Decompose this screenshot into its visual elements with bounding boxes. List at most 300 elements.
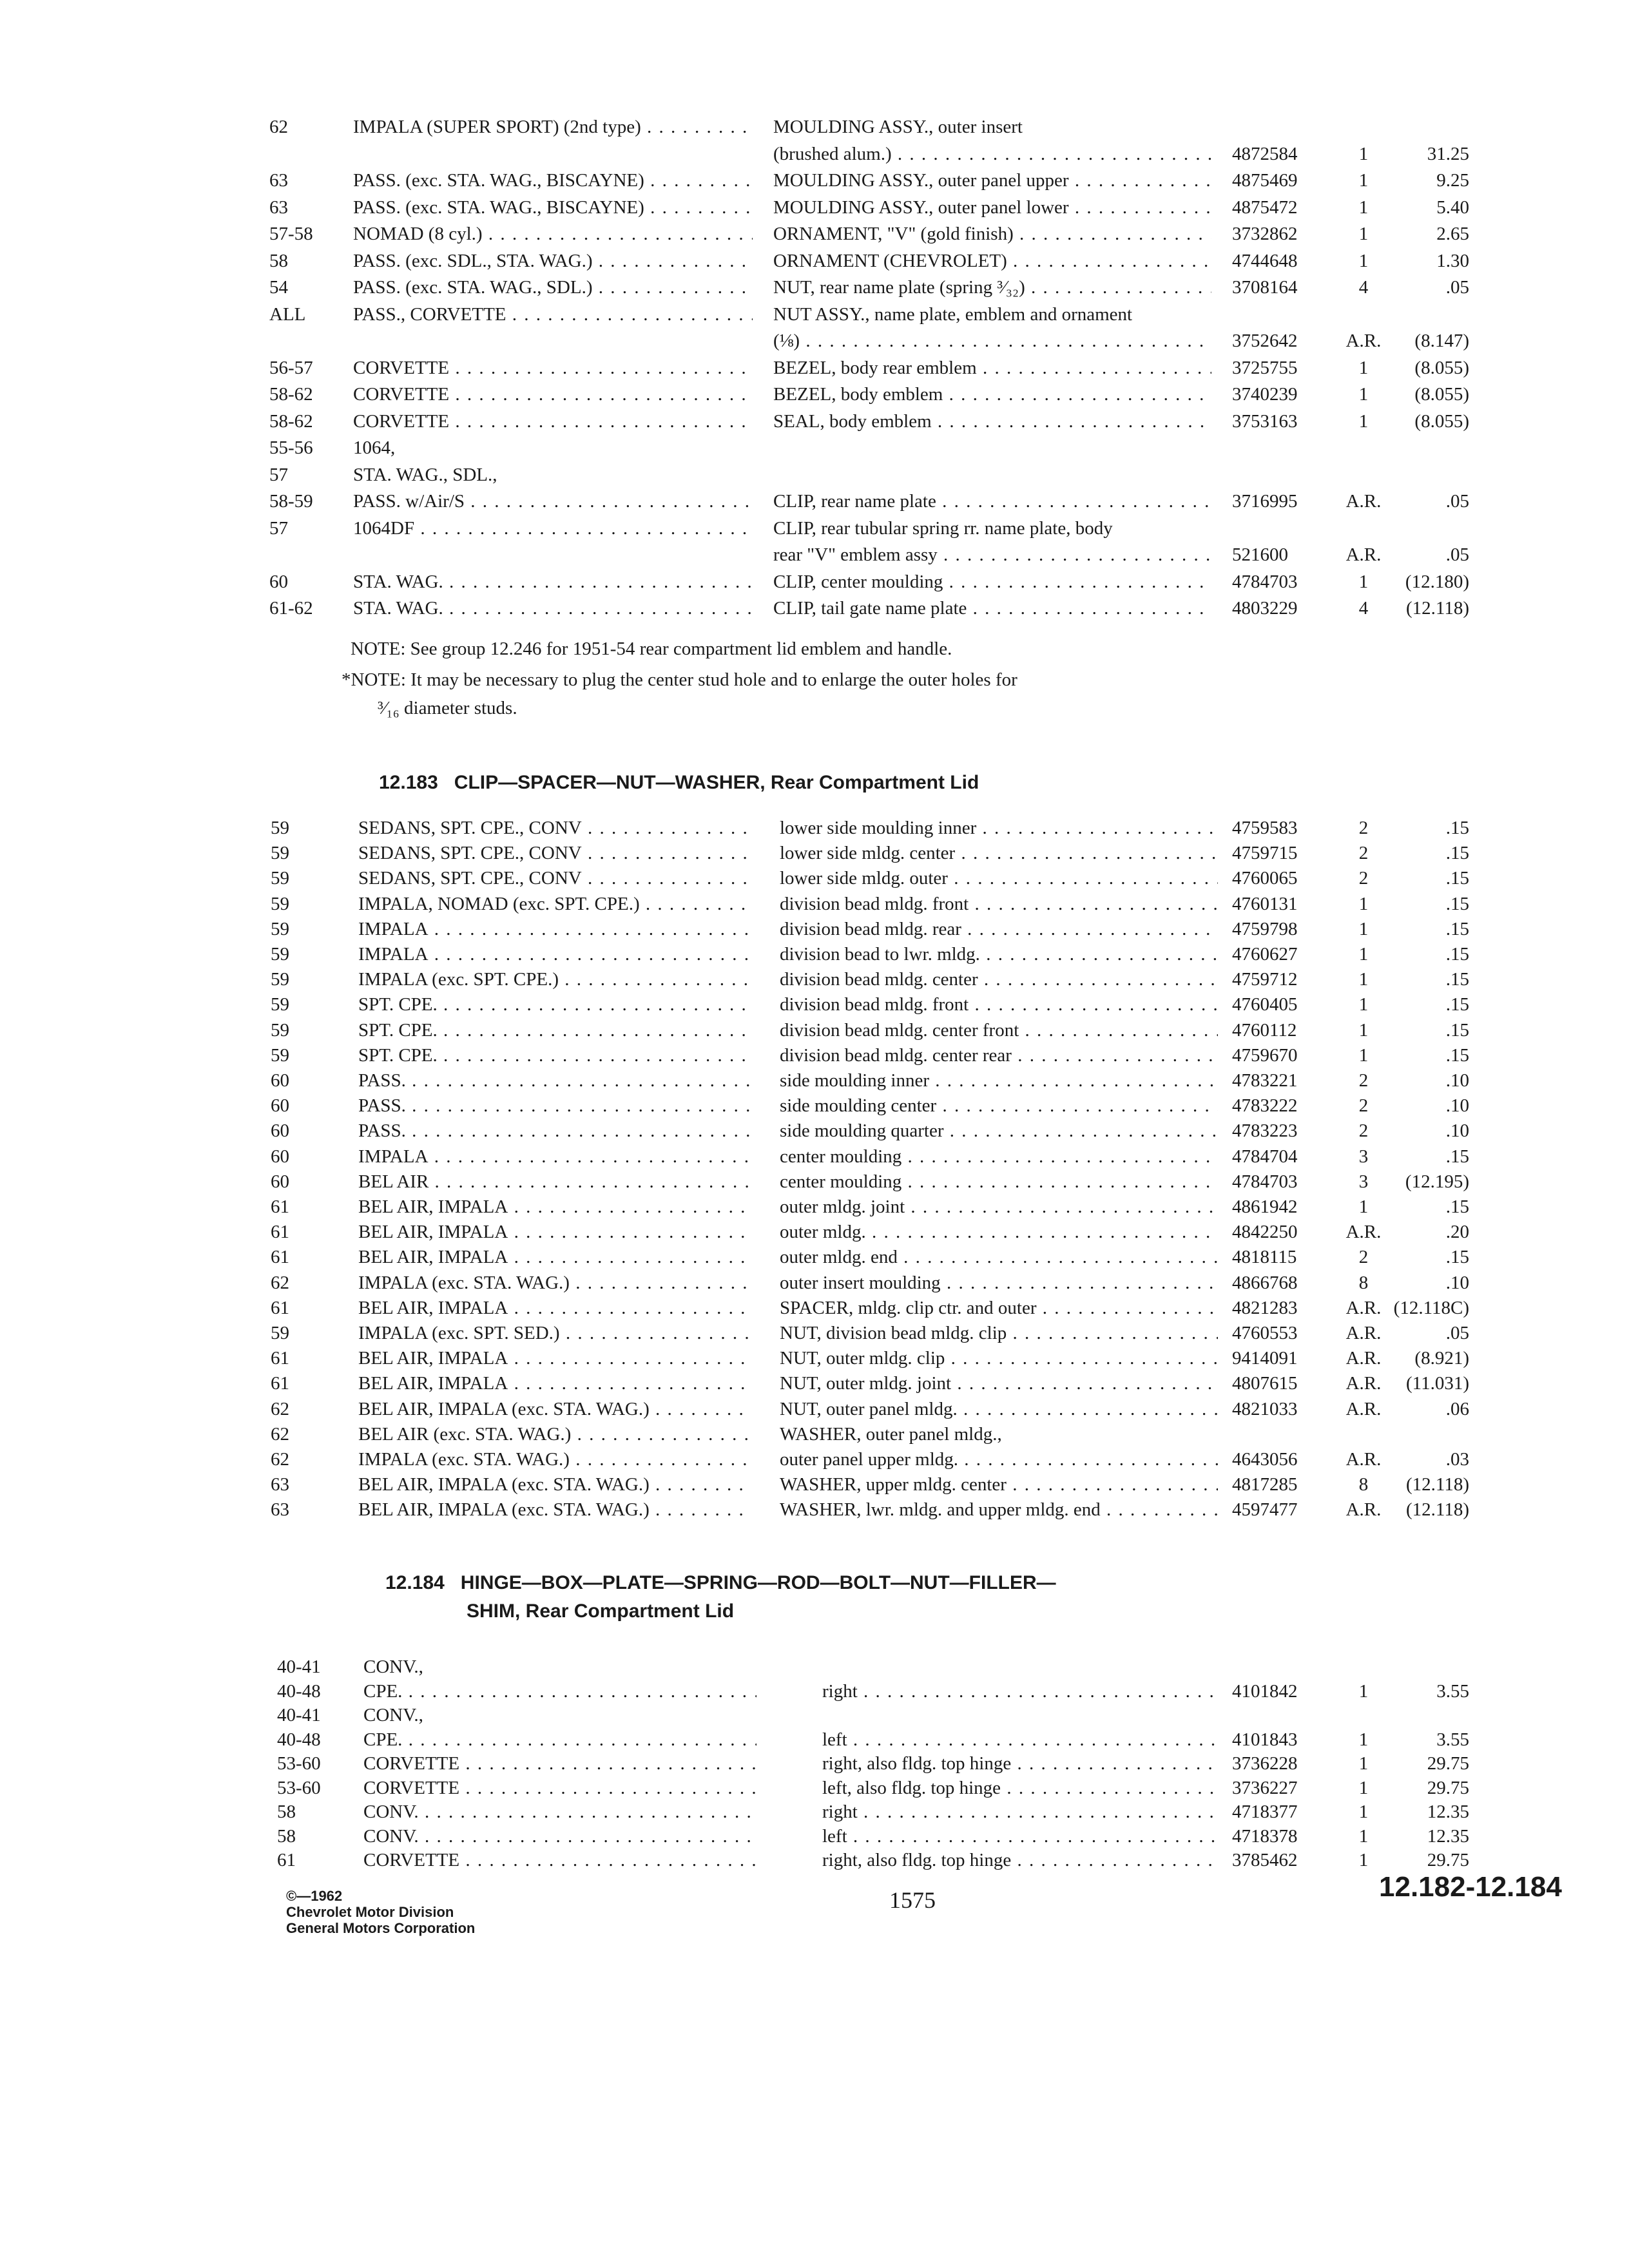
model-cell: BEL AIR, IMPALA (exc. STA. WAG.) . . . (358, 1471, 751, 1498)
price-cell: .15 (1445, 1146, 1469, 1167)
table-row (0, 1847, 1629, 1874)
description-cell: side moulding center . . . (780, 1092, 1218, 1119)
table-row (0, 381, 1629, 408)
quantity-cell: 2 (1358, 1247, 1369, 1267)
quantity-cell: 4 (1358, 598, 1369, 619)
year-cell: 61 (271, 1196, 289, 1217)
part-number-cell: 4783223 (1232, 1120, 1298, 1141)
year-cell: 60 (271, 1070, 289, 1091)
model-cell: STA. WAG. . . . (353, 568, 753, 595)
quantity-cell: 4 (1358, 277, 1369, 298)
year-cell: 58-59 (269, 491, 313, 512)
quantity-cell: 1 (1358, 1196, 1369, 1217)
model-cell: IMPALA (exc. STA. WAG.) . . . (358, 1269, 751, 1296)
part-number-cell: 4760553 (1232, 1323, 1298, 1343)
table-row (0, 1823, 1629, 1850)
model-cell: SEDANS, SPT. CPE., CONV . . . (358, 865, 751, 892)
note-stud-holes: *NOTE: It may be necessary to plug the center stud hole and to enlarge the outer holes for (342, 669, 1017, 690)
model-cell: CONV., (363, 1705, 423, 1725)
description-cell: BEZEL, body rear emblem . . . (773, 354, 1211, 381)
quantity-cell: 1 (1358, 358, 1369, 378)
year-cell: 62 (271, 1449, 289, 1470)
quantity-cell: 2 (1358, 818, 1369, 838)
price-cell: (8.147) (1414, 331, 1469, 351)
model-cell: SEDANS, SPT. CPE., CONV . . . (358, 814, 751, 841)
price-cell: (12.118) (1406, 1474, 1469, 1495)
part-number-cell: 3785462 (1232, 1850, 1298, 1870)
page-range: 12.182-12.184 (1379, 1871, 1562, 1903)
table-row (0, 488, 1629, 515)
table-row (0, 113, 1629, 140)
description-cell: division bead mldg. center front . . . (780, 1017, 1218, 1044)
description-cell: right, also fldg. top hinge . . . (822, 1847, 1215, 1874)
year-cell: 60 (271, 1095, 289, 1116)
description-cell: outer insert moulding . . . (780, 1269, 1218, 1296)
price-cell: (12.195) (1405, 1171, 1469, 1192)
year-cell: 63 (269, 197, 288, 218)
model-cell: CORVETTE . . . (353, 354, 753, 381)
table-row (0, 1496, 1629, 1523)
part-number-cell: 4807615 (1232, 1373, 1298, 1394)
description-cell: NUT, outer mldg. joint . . . (780, 1370, 1218, 1397)
description-cell: side moulding quarter . . . (780, 1117, 1218, 1144)
part-number-cell: 4803229 (1232, 598, 1298, 619)
part-number-cell: 4718377 (1232, 1802, 1298, 1822)
part-number-cell: 4643056 (1232, 1449, 1298, 1470)
quantity-cell: 1 (1358, 170, 1369, 191)
price-cell: (12.118) (1406, 598, 1469, 619)
description-cell: WASHER, lwr. mldg. and upper mldg. end . . . (780, 1496, 1218, 1523)
price-cell: (12.118C) (1393, 1298, 1469, 1318)
part-number-cell: 4759583 (1232, 818, 1298, 838)
part-number-cell: 3736228 (1232, 1753, 1298, 1774)
model-cell: PASS. . . . (358, 1117, 751, 1144)
quantity-cell: 8 (1358, 1273, 1369, 1293)
description-cell: NUT, outer mldg. clip . . . (780, 1345, 1218, 1372)
part-number-cell: 4821283 (1232, 1298, 1298, 1318)
description-cell: lower side moulding inner . . . (780, 814, 1218, 841)
description-cell: side moulding inner . . . (780, 1067, 1218, 1094)
price-cell: .06 (1445, 1399, 1469, 1419)
quantity-cell: 1 (1358, 1753, 1369, 1774)
model-cell: IMPALA (exc. SPT. SED.) . . . (358, 1320, 751, 1347)
part-number-cell: 4821033 (1232, 1399, 1298, 1419)
section-number: 12.184 (385, 1572, 445, 1593)
part-number-cell: 4875469 (1232, 170, 1298, 191)
quantity-cell: 2 (1358, 1095, 1369, 1116)
table-row (0, 1269, 1629, 1296)
year-cell: 59 (271, 1045, 289, 1066)
table-row (0, 167, 1629, 194)
table-row (0, 1446, 1629, 1473)
model-cell: PASS. w/Air/S . . . (353, 488, 753, 515)
quantity-cell: 3 (1358, 1171, 1369, 1192)
description-cell: WASHER, upper mldg. center . . . (780, 1471, 1218, 1498)
description-cell: MOULDING ASSY., outer panel upper . . . (773, 167, 1211, 194)
year-cell: 62 (271, 1273, 289, 1293)
model-cell: BEL AIR (exc. STA. WAG.) . . . (358, 1421, 751, 1448)
table-row (0, 1244, 1629, 1271)
price-cell: 2.65 (1436, 224, 1469, 244)
year-cell: 62 (269, 117, 288, 137)
price-cell: 29.75 (1427, 1850, 1469, 1870)
price-cell: .15 (1445, 894, 1469, 914)
part-number-cell: 3752642 (1232, 331, 1298, 351)
price-cell: (8.055) (1414, 384, 1469, 405)
table-row (0, 890, 1629, 918)
copyright: ©—1962 (286, 1888, 343, 1904)
year-cell: 57 (269, 465, 288, 485)
description-cell: right, also fldg. top hinge . . . (822, 1750, 1215, 1777)
year-cell: 60 (271, 1146, 289, 1167)
quantity-cell: A.R. (1345, 1222, 1382, 1242)
quantity-cell: 1 (1358, 251, 1369, 271)
quantity-cell: 1 (1358, 1020, 1369, 1041)
description-cell: NUT, rear name plate (spring ³⁄₃₂) . . . (773, 274, 1211, 301)
note-stud-diameter: ³⁄₁₆ diameter studs. (378, 698, 517, 718)
part-number-cell: 521600 (1232, 544, 1288, 565)
year-cell: ALL (269, 304, 306, 325)
year-cell: 58-62 (269, 384, 313, 405)
price-cell: .15 (1445, 1196, 1469, 1217)
part-number-cell: 4866768 (1232, 1273, 1298, 1293)
description-cell: BEZEL, body emblem . . . (773, 381, 1211, 408)
quantity-cell: 1 (1358, 411, 1369, 432)
price-cell: .20 (1445, 1222, 1469, 1242)
description-cell: left . . . (822, 1726, 1215, 1753)
year-cell: 58 (277, 1802, 296, 1822)
part-number-cell: 4817285 (1232, 1474, 1298, 1495)
year-cell: 55-56 (269, 437, 313, 458)
year-cell: 53-60 (277, 1778, 321, 1798)
table-row (0, 1702, 1629, 1729)
part-number-cell: 4861942 (1232, 1196, 1298, 1217)
year-cell: 59 (271, 868, 289, 889)
part-number-cell: 4760627 (1232, 944, 1298, 965)
description-cell: center moulding . . . (780, 1168, 1218, 1195)
table-row (0, 941, 1629, 968)
year-cell: 40-48 (277, 1681, 321, 1702)
table-row (0, 1678, 1629, 1705)
table-row (0, 991, 1629, 1018)
part-number-cell: 4101843 (1232, 1729, 1298, 1750)
year-cell: 59 (271, 969, 289, 990)
model-cell: IMPALA (SUPER SPORT) (2nd type) . . . (353, 113, 753, 140)
part-number-cell: 3732862 (1232, 224, 1298, 244)
year-cell: 59 (271, 994, 289, 1015)
year-cell: 54 (269, 277, 288, 298)
price-cell: .15 (1445, 843, 1469, 863)
model-cell: CPE. . . . (363, 1678, 757, 1705)
quantity-cell: 1 (1358, 944, 1369, 965)
price-cell: 9.25 (1436, 170, 1469, 191)
price-cell: .15 (1445, 868, 1469, 889)
description-cell: ORNAMENT (CHEVROLET) . . . (773, 247, 1211, 274)
year-cell: 61 (271, 1247, 289, 1267)
table-row (0, 865, 1629, 892)
part-number-cell: 4872584 (1232, 144, 1298, 164)
table-row (0, 966, 1629, 993)
year-cell: 40-48 (277, 1729, 321, 1750)
quantity-cell: 1 (1358, 384, 1369, 405)
description-cell: right . . . (822, 1798, 1215, 1825)
price-cell: 12.35 (1427, 1802, 1469, 1822)
model-cell: PASS. . . . (358, 1092, 751, 1119)
quantity-cell: A.R. (1345, 491, 1382, 512)
year-cell: 60 (269, 572, 288, 592)
year-cell: 60 (271, 1171, 289, 1192)
model-cell: IMPALA (exc. STA. WAG.) . . . (358, 1446, 751, 1473)
year-cell: 61 (271, 1373, 289, 1394)
table-row (0, 301, 1629, 328)
quantity-cell: 1 (1358, 1778, 1369, 1798)
quantity-cell: A.R. (1345, 1399, 1382, 1419)
price-cell: (12.180) (1405, 572, 1469, 592)
model-cell: PASS., CORVETTE . . . (353, 301, 753, 328)
part-number-cell: 4818115 (1232, 1247, 1297, 1267)
description-cell: division bead mldg. front . . . (780, 991, 1218, 1018)
table-row (0, 1218, 1629, 1245)
part-number-cell: 4760112 (1232, 1020, 1297, 1041)
price-cell: .15 (1445, 818, 1469, 838)
part-number-cell: 9414091 (1232, 1348, 1298, 1369)
price-cell: .15 (1445, 919, 1469, 939)
price-cell: (8.055) (1414, 358, 1469, 378)
model-cell: IMPALA . . . (358, 1143, 751, 1170)
year-cell: 61 (271, 1222, 289, 1242)
description-cell: CLIP, center moulding . . . (773, 568, 1211, 595)
quantity-cell: 8 (1358, 1474, 1369, 1495)
description-cell: right . . . (822, 1678, 1215, 1705)
description-cell: rear "V" emblem assy . . . (773, 541, 1211, 568)
year-cell: 40-41 (277, 1705, 321, 1725)
table-row (0, 1798, 1629, 1825)
table-row (0, 1396, 1629, 1423)
part-number-cell: 4783221 (1232, 1070, 1298, 1091)
year-cell: 59 (271, 1323, 289, 1343)
model-cell: BEL AIR, IMPALA . . . (358, 1244, 751, 1271)
description-cell: MOULDING ASSY., outer insert (773, 117, 1023, 137)
model-cell: BEL AIR, IMPALA . . . (358, 1345, 751, 1372)
year-cell: 61 (277, 1850, 296, 1870)
quantity-cell: A.R. (1345, 1499, 1382, 1520)
quantity-cell: A.R. (1345, 1373, 1382, 1394)
quantity-cell: 1 (1358, 1681, 1369, 1702)
price-cell: .15 (1445, 1247, 1469, 1267)
section-title: HINGE—BOX—PLATE—SPRING—ROD—BOLT—NUT—FILLER— (460, 1572, 1056, 1593)
part-number-cell: 4784704 (1232, 1146, 1298, 1167)
price-cell: 3.55 (1436, 1681, 1469, 1702)
price-cell: 1.30 (1436, 251, 1469, 271)
description-cell: CLIP, rear name plate . . . (773, 488, 1211, 515)
model-cell: PASS. (exc. SDL., STA. WAG.) . . . (353, 247, 753, 274)
section-12-184-heading (385, 1570, 1056, 1597)
section-number: 12.183 (379, 772, 438, 793)
quantity-cell: A.R. (1345, 331, 1382, 351)
price-cell: .15 (1445, 1020, 1469, 1041)
part-number-cell: 4759798 (1232, 919, 1298, 939)
division-name: Chevrolet Motor Division (286, 1904, 454, 1920)
model-cell: CORVETTE . . . (363, 1847, 757, 1874)
year-cell: 63 (271, 1499, 289, 1520)
price-cell: 3.55 (1436, 1729, 1469, 1750)
table-row (0, 814, 1629, 841)
model-cell: CORVETTE . . . (353, 381, 753, 408)
description-cell: ORNAMENT, "V" (gold finish) . . . (773, 220, 1211, 247)
table-row (0, 1168, 1629, 1195)
description-cell: outer mldg. . . . (780, 1218, 1218, 1245)
model-cell: PASS. (exc. STA. WAG., BISCAYNE) . . . (353, 194, 753, 221)
model-cell: SEDANS, SPT. CPE., CONV . . . (358, 840, 751, 867)
part-number-cell: 3740239 (1232, 384, 1298, 405)
quantity-cell: 1 (1358, 994, 1369, 1015)
part-number-cell: 4759715 (1232, 843, 1298, 863)
price-cell: .10 (1445, 1095, 1469, 1116)
description-cell: division bead to lwr. mldg. . . . (780, 941, 1218, 968)
quantity-cell: 2 (1358, 868, 1369, 889)
table-row (0, 327, 1629, 354)
year-cell: 59 (271, 919, 289, 939)
price-cell: .15 (1445, 944, 1469, 965)
quantity-cell: 1 (1358, 919, 1369, 939)
year-cell: 62 (271, 1424, 289, 1445)
description-cell: SEAL, body emblem . . . (773, 408, 1211, 435)
table-row (0, 354, 1629, 381)
model-cell: PASS. (exc. STA. WAG., BISCAYNE) . . . (353, 167, 753, 194)
part-number-cell: 3716995 (1232, 491, 1298, 512)
quantity-cell: 2 (1358, 1070, 1369, 1091)
model-cell: IMPALA, NOMAD (exc. SPT. CPE.) . . . (358, 890, 751, 918)
quantity-cell: 1 (1358, 1045, 1369, 1066)
model-cell: BEL AIR, IMPALA (exc. STA. WAG.) . . . (358, 1496, 751, 1523)
year-cell: 58-62 (269, 411, 313, 432)
description-cell: MOULDING ASSY., outer panel lower . . . (773, 194, 1211, 221)
model-cell: 1064, (353, 437, 396, 458)
description-cell: lower side mldg. outer . . . (780, 865, 1218, 892)
model-cell: STA. WAG. . . . (353, 595, 753, 622)
quantity-cell: A.R. (1345, 1298, 1382, 1318)
table-row (0, 1143, 1629, 1170)
description-cell: division bead mldg. center rear . . . (780, 1042, 1218, 1069)
model-cell: CONV. . . . (363, 1823, 757, 1850)
price-cell: .10 (1445, 1070, 1469, 1091)
corporation-name: General Motors Corporation (286, 1920, 476, 1936)
price-cell: .15 (1445, 1045, 1469, 1066)
description-cell: division bead mldg. rear . . . (780, 916, 1218, 943)
table-row (0, 595, 1629, 622)
quantity-cell: 1 (1358, 572, 1369, 592)
table-row (0, 1092, 1629, 1119)
table-row (0, 1117, 1629, 1144)
table-row (0, 408, 1629, 435)
year-cell: 59 (271, 843, 289, 863)
model-cell: SPT. CPE. . . . (358, 1042, 751, 1069)
price-cell: 29.75 (1427, 1778, 1469, 1798)
model-cell: NOMAD (8 cyl.) . . . (353, 220, 753, 247)
description-cell: WASHER, outer panel mldg., (780, 1424, 1002, 1445)
year-cell: 58 (277, 1826, 296, 1847)
year-cell: 59 (271, 818, 289, 838)
part-number-cell: 4875472 (1232, 197, 1298, 218)
table-row (0, 247, 1629, 274)
year-cell: 60 (271, 1120, 289, 1141)
description-cell: division bead mldg. center . . . (780, 966, 1218, 993)
part-number-cell: 4597477 (1232, 1499, 1298, 1520)
price-cell: .05 (1445, 544, 1469, 565)
part-number-cell: 4759712 (1232, 969, 1298, 990)
part-number-cell: 4760405 (1232, 994, 1298, 1015)
part-number-cell: 4718378 (1232, 1826, 1298, 1847)
model-cell: IMPALA . . . (358, 941, 751, 968)
year-cell: 57-58 (269, 224, 313, 244)
price-cell: (8.055) (1414, 411, 1469, 432)
model-cell: SPT. CPE. . . . (358, 991, 751, 1018)
table-row (0, 1193, 1629, 1220)
quantity-cell: 1 (1358, 224, 1369, 244)
description-cell: NUT ASSY., name plate, emblem and ornament (773, 304, 1133, 325)
quantity-cell: A.R. (1345, 1323, 1382, 1343)
model-cell: BEL AIR, IMPALA . . . (358, 1193, 751, 1220)
description-cell: (brushed alum.) . . . (773, 140, 1211, 168)
price-cell: (12.118) (1406, 1499, 1469, 1520)
price-cell: 5.40 (1436, 197, 1469, 218)
model-cell: CORVETTE . . . (353, 408, 753, 435)
model-cell: PASS. . . . (358, 1067, 751, 1094)
description-cell: left . . . (822, 1823, 1215, 1850)
note-group-reference: NOTE: See group 12.246 for 1951-54 rear compartment lid emblem and handle. (351, 639, 952, 659)
table-row (0, 1067, 1629, 1094)
quantity-cell: 1 (1358, 197, 1369, 218)
year-cell: 57 (269, 518, 288, 539)
table-row (0, 1726, 1629, 1753)
model-cell: CPE. . . . (363, 1726, 757, 1753)
price-cell: .05 (1445, 1323, 1469, 1343)
model-cell: CORVETTE . . . (363, 1774, 757, 1802)
quantity-cell: 1 (1358, 1850, 1369, 1870)
table-row (0, 1421, 1629, 1448)
description-cell: lower side mldg. center . . . (780, 840, 1218, 867)
model-cell: BEL AIR, IMPALA . . . (358, 1294, 751, 1321)
description-cell: (⅛) . . . (773, 327, 1211, 354)
year-cell: 40-41 (277, 1657, 321, 1677)
quantity-cell: 1 (1358, 894, 1369, 914)
description-cell: SPACER, mldg. clip ctr. and outer . . . (780, 1294, 1218, 1321)
price-cell: .10 (1445, 1120, 1469, 1141)
quantity-cell: 1 (1358, 1729, 1369, 1750)
quantity-cell: 2 (1358, 1120, 1369, 1141)
section-title: CLIP—SPACER—NUT—WASHER, Rear Compartment Lid (454, 772, 979, 793)
model-cell: PASS. (exc. STA. WAG., SDL.) . . . (353, 274, 753, 301)
table-row (0, 1471, 1629, 1498)
year-cell: 61-62 (269, 598, 313, 619)
table-row (0, 1774, 1629, 1802)
part-number-cell: 3725755 (1232, 358, 1298, 378)
year-cell: 62 (271, 1399, 289, 1419)
table-row (0, 1750, 1629, 1777)
price-cell: .15 (1445, 969, 1469, 990)
description-cell: CLIP, tail gate name plate . . . (773, 595, 1211, 622)
price-cell: .10 (1445, 1273, 1469, 1293)
price-cell: .05 (1445, 491, 1469, 512)
quantity-cell: 1 (1358, 969, 1369, 990)
price-cell: (8.921) (1414, 1348, 1469, 1369)
table-row (0, 140, 1629, 168)
table-row (0, 1653, 1629, 1680)
part-number-cell: 4783222 (1232, 1095, 1298, 1116)
part-number-cell: 4760131 (1232, 894, 1298, 914)
description-cell: center moulding . . . (780, 1143, 1218, 1170)
description-cell: outer mldg. joint . . . (780, 1193, 1218, 1220)
